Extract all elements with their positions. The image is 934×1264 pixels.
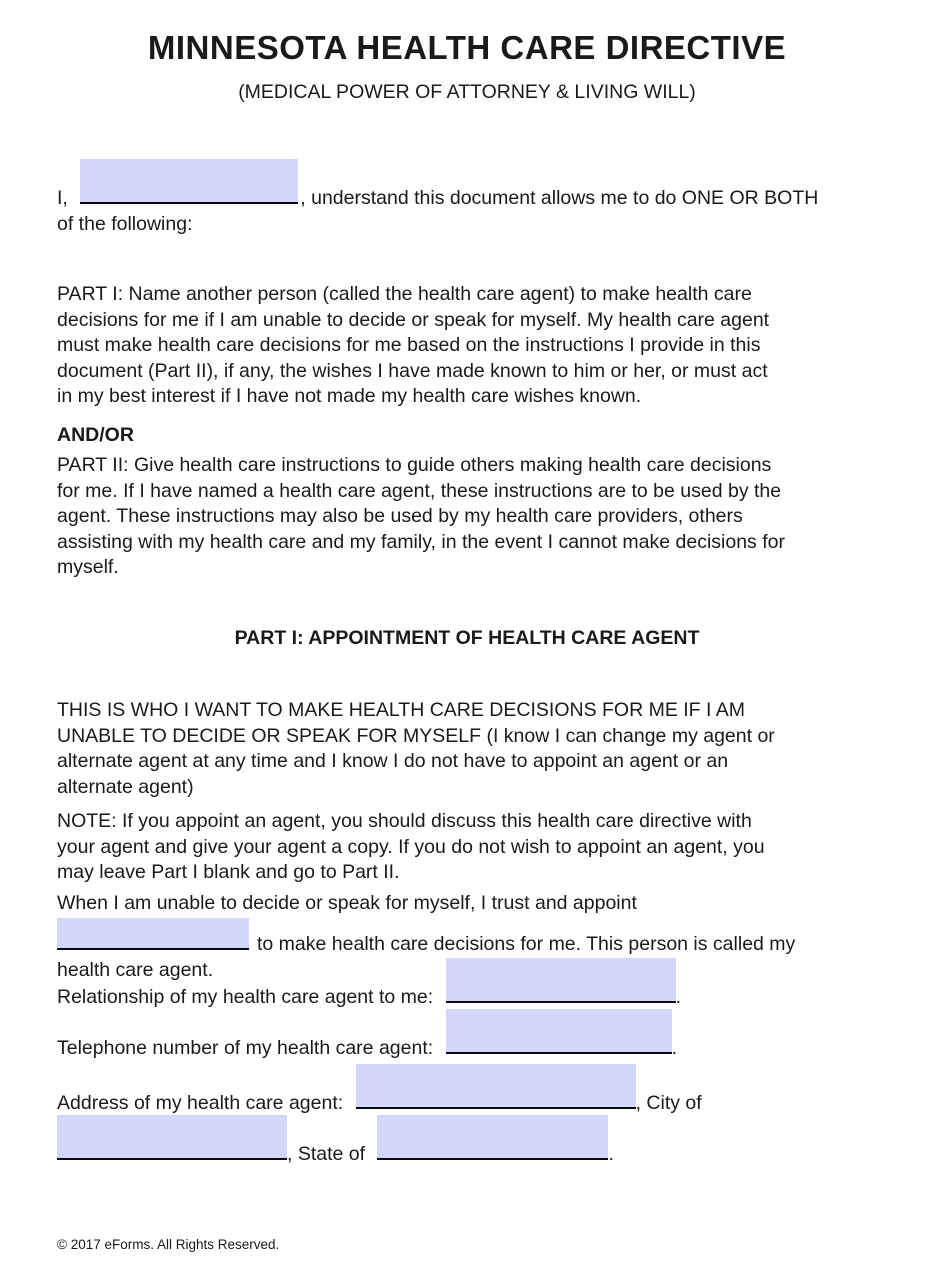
city-state-mid-text: , State of xyxy=(287,1143,366,1165)
text-line: alternate agent) xyxy=(57,775,194,798)
telephone-field[interactable] xyxy=(446,1009,672,1054)
page-subtitle: (MEDICAL POWER OF ATTORNEY & LIVING WILL) xyxy=(238,81,696,103)
note-paragraph xyxy=(57,809,887,886)
text-line: alternate agent at any time and I know I do not have to appoint an agent or an xyxy=(57,750,729,773)
text-line: in my best interest if I have not made my health care wishes known. xyxy=(57,385,642,408)
text-line: may leave Part I blank and go to Part II. xyxy=(57,861,400,884)
text-line: your agent and give your agent a copy. If you do not wish to appoint an agent, you xyxy=(57,835,765,858)
address-line xyxy=(57,1064,887,1117)
text-line: PART II: Give health care instructions to guide others making health care decisions xyxy=(57,454,772,476)
agent-name-field[interactable] xyxy=(57,918,249,950)
text-line: decisions for me if I am unable to decide or speak for myself. My health care agent xyxy=(57,308,770,331)
text-line: agent. These instructions may also be used by my health care providers, others xyxy=(57,505,743,528)
address-suffix: , City of xyxy=(635,1092,702,1114)
relationship-line xyxy=(57,958,887,1011)
declarant-name-field[interactable] xyxy=(80,159,298,204)
address-field[interactable] xyxy=(356,1064,636,1109)
text-line: THIS IS WHO I WANT TO MAKE HEALTH CARE DECISIONS FOR ME IF I AM xyxy=(57,699,745,721)
copyright-footer: © 2017 eForms. All Rights Reserved. xyxy=(57,1237,280,1252)
agent-name-text-line2: health care agent. xyxy=(57,958,214,981)
relationship-label: Relationship of my health care agent to me: xyxy=(57,986,434,1008)
city-state-line xyxy=(57,1115,887,1168)
address-label: Address of my health care agent: xyxy=(57,1092,344,1114)
telephone-suffix: . xyxy=(671,1037,677,1059)
intro-text-after: , understand this document allows me to do ONE OR BOTH xyxy=(300,187,819,209)
appoint-intro-line xyxy=(57,891,887,917)
city-field[interactable] xyxy=(57,1115,287,1160)
relationship-field[interactable] xyxy=(446,958,676,1003)
intro-paragraph xyxy=(57,159,887,237)
text-line: PART I: Name another person (called the health care agent) to make health care xyxy=(57,283,752,305)
text-line: NOTE: If you appoint an agent, you should discuss this health care directive with xyxy=(57,810,752,832)
text-line: for me. If I have named a health care agent, these instructions are to be used by the xyxy=(57,479,782,502)
text-line: UNABLE TO DECIDE OR SPEAK FOR MYSELF (I know I can change my agent or xyxy=(57,724,775,747)
this-is-paragraph xyxy=(57,698,887,800)
text-line: document (Part II), if any, the wishes I have made known to him or her, or must act xyxy=(57,359,768,382)
and-or-label: AND/OR xyxy=(57,424,134,446)
telephone-label: Telephone number of my health care agent: xyxy=(57,1037,434,1059)
intro-text-before: I, xyxy=(57,187,68,209)
city-state-suffix: . xyxy=(608,1143,614,1165)
text-line: myself. xyxy=(57,556,119,579)
part1-summary-paragraph xyxy=(57,282,887,410)
page-title: MINNESOTA HEALTH CARE DIRECTIVE xyxy=(147,29,787,66)
part1-section-heading: PART I: APPOINTMENT OF HEALTH CARE AGENT xyxy=(234,627,700,649)
telephone-line xyxy=(57,1009,887,1062)
text-line: When I am unable to decide or speak for myself, I trust and appoint xyxy=(57,892,637,914)
text-line: must make health care decisions for me based on the instructions I provide in this xyxy=(57,334,761,357)
state-field[interactable] xyxy=(377,1115,608,1160)
relationship-suffix: . xyxy=(675,986,681,1008)
intro-text-line2: of the following: xyxy=(57,212,193,235)
text-line: assisting with my health care and my family, in the event I cannot make decisions for xyxy=(57,530,785,553)
agent-name-text-after: to make health care decisions for me. This person is called my xyxy=(257,933,796,955)
part2-summary-paragraph xyxy=(57,453,887,581)
